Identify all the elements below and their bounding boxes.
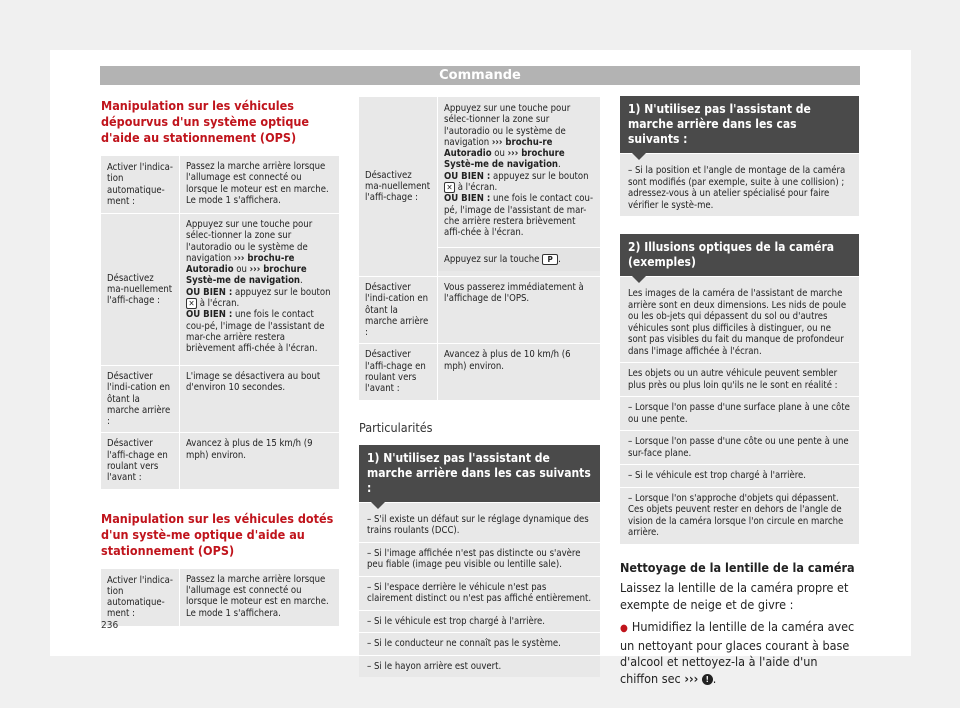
info-box-body [620, 276, 859, 544]
list-item: Les objets ou un autre véhicule peuvent sembler plus près ou plus loin qu'ils ne le sont en réalité : [620, 362, 859, 396]
text: ou [494, 148, 505, 160]
text: . [558, 159, 561, 171]
table-row [101, 155, 339, 213]
table-row [101, 365, 339, 432]
list-item: – Si l'image affichée n'est pas distincte ou s'avère peu fiable (image peu visible ou lentille sale). [359, 542, 600, 576]
section-title-no-ops: Manipulation sur les véhicules dépourvus d'un système optique d'aide au stationnement (OPS) [101, 98, 310, 145]
cleaning-heading: Nettoyage de la lentille de la caméra [620, 559, 855, 575]
list-item: – Lorsque l'on passe d'une surface plane à une côte ou une pente. [620, 396, 859, 430]
column-1 [101, 98, 339, 626]
text: une fois le contact cou-pé, l'image de l'assistant de mar-che arrière restera brièvement affi-chée à l'écran. [444, 193, 594, 239]
row-label: Activer l'indica-tion automatique-ment : [101, 569, 180, 626]
row-value: Passez la marche arrière lorsque l'allumage est connecté ou lorsque le moteur est en marche. Le mode 1 s'affichera. [186, 573, 329, 619]
text: ou [236, 264, 247, 276]
row-label: Désactivez ma-nuellement l'affi-chage : [359, 97, 438, 276]
or-label: OU BIEN : [444, 170, 491, 182]
row-label: Désactiver l'indi-cation en ôtant la marche arrière : [359, 277, 438, 343]
value-part [438, 247, 600, 271]
row-value [180, 214, 339, 365]
or-label: OU BIEN : [186, 286, 233, 298]
table-row [101, 213, 339, 365]
parking-assist-icon: P [542, 254, 558, 265]
warning-icon: ! [702, 674, 713, 685]
link-ref[interactable]: ››› brochure Systè-me de navigation [186, 264, 307, 287]
row-value: Passez la marche arrière lorsque l'allumage est connecté ou lorsque le moteur est en marche. Le mode 1 s'affichera. [186, 161, 329, 206]
warning-box-title: 1) N'utilisez pas l'assistant de marche arrière dans les cas suivants : [620, 96, 859, 153]
close-x-icon: ✕ [444, 182, 455, 193]
list-item: – Si l'espace derrière le véhicule n'est pas clairement distinct ou n'est pas affiché entièrement. [359, 576, 600, 610]
text: une fois le contact cou-pé, l'image de l'assistant de mar-che arrière restera brièvement affi-chée à l'écran. [186, 309, 325, 355]
row-value: Avancez à plus de 15 km/h (9 mph) environ. [186, 438, 313, 461]
list-item: – Si le véhicule est trop chargé à l'arrière. [359, 610, 600, 633]
value-part [438, 97, 600, 247]
row-label: Activer l'indica-tion automatique-ment : [101, 156, 180, 213]
table-row [359, 96, 600, 276]
table-ops-continued [359, 96, 600, 400]
text: Appuyez sur la touche [444, 253, 540, 265]
list-item: – Lorsque l'on s'approche d'objets qui dépassent. Ces objets peuvent rester en dehors de l'angle de vision de la caméra lorsque l'on circule en marche arrière. [620, 487, 859, 544]
text: à l'écran. [199, 298, 240, 310]
text: Appuyez sur une touche pour sélec-tionner la zone sur l'autoradio ou le système de navigation [186, 219, 313, 264]
page-header: Commande [100, 66, 860, 85]
link-ref[interactable]: ››› brochu-re Autoradio [444, 136, 553, 160]
section-title-with-ops: Manipulation sur les véhicules dotés d'un systè-me optique d'aide au stationnement (OPS) [101, 510, 334, 558]
table-no-ops [101, 155, 339, 489]
table-row [101, 432, 339, 488]
list-item: – Si le conducteur ne connaît pas le système. [359, 632, 600, 655]
warning-box-body [620, 153, 859, 216]
bullet-text: Humidifiez la lentille de la caméra avec un nettoyant pour glaces courant à base d'alcool et nettoyez-la à l'aide d'un chiffon sec [620, 619, 855, 686]
list-item: – Lorsque l'on passe d'une côte ou une pente à une sur-face plane. [620, 430, 859, 464]
warning-box-body [359, 502, 600, 678]
bullet-icon [620, 619, 632, 634]
row-value [438, 97, 600, 276]
list-item: – Si le hayon arrière est ouvert. [359, 655, 600, 678]
text: . [558, 253, 561, 265]
table-row [359, 343, 600, 399]
text: . [300, 275, 303, 287]
cleaning-bullet: ● Humidifiez la lentille de la caméra avec un nettoyant pour glaces courant à base d'alcool et nettoyez-la à l'aide d'un chiffon sec ››› ! . [620, 619, 859, 687]
link-ref[interactable]: ››› brochure Systè-me de navigation [444, 148, 565, 171]
row-label: Désactiver l'affi-chage en roulant vers l'avant : [359, 344, 438, 399]
row-value: L'image se désactivera au bout d'environ 10 secondes. [186, 371, 321, 394]
text: appuyez sur le bouton [492, 170, 589, 182]
column-3 [620, 96, 859, 687]
list-item: Les images de la caméra de l'assistant de marche arrière sont en deux dimensions. Les nids de poule ou les ob-jets qui dépassent du sol ou d'autres véhicules sont plus difficiles à distinguer, ou ne sont pas visibles du fait du manque de profondeur dans l'image affichée à l'écran. [620, 276, 859, 362]
row-value: Vous passerez immédiatement à l'affichage de l'OPS. [444, 282, 584, 305]
row-label: Désactivez ma-nuellement l'affi-chage : [101, 214, 180, 365]
particularities-heading: Particularités [359, 419, 433, 435]
info-box-title: 2) Illusions optiques de la caméra (exemples) [620, 234, 859, 276]
table-with-ops [101, 568, 339, 626]
cleaning-intro: Laissez la lentille de la caméra propre et exempte de neige et de givre : [620, 580, 849, 612]
table-row [359, 276, 600, 343]
row-label: Désactiver l'affi-chage en roulant vers l'avant : [101, 433, 180, 488]
link-ref[interactable]: ››› brochu-re Autoradio [186, 252, 295, 276]
or-label: OU BIEN : [444, 193, 491, 205]
list-item: – S'il existe un défaut sur le réglage dynamique des trains roulants (DCC). [359, 502, 600, 542]
table-row [101, 568, 339, 626]
page-number: 236 [101, 620, 119, 631]
text: Appuyez sur une touche pour sélec-tionner la zone sur l'autoradio ou le système de navigation [444, 103, 571, 148]
column-2 [359, 96, 600, 677]
row-label: Désactiver l'indi-cation en ôtant la marche arrière : [101, 366, 180, 432]
text: appuyez sur le bouton [234, 286, 331, 298]
link-ref[interactable]: ››› [684, 670, 699, 686]
list-item: – Si le véhicule est trop chargé à l'arrière. [620, 464, 859, 487]
warning-box-title: 1) N'utilisez pas l'assistant de marche arrière dans les cas suivants : [359, 445, 600, 502]
close-x-icon: ✕ [186, 298, 197, 309]
or-label: OU BIEN : [186, 309, 233, 321]
text: à l'écran. [457, 182, 498, 194]
list-item: – Si la position et l'angle de montage de la caméra sont modifiés (par exemple, suite à une collision) ; adressez-vous à un atelier spécialisé pour faire vérifier le systè-me. [620, 153, 859, 216]
row-value: Avancez à plus de 10 km/h (6 mph) environ. [444, 349, 571, 372]
